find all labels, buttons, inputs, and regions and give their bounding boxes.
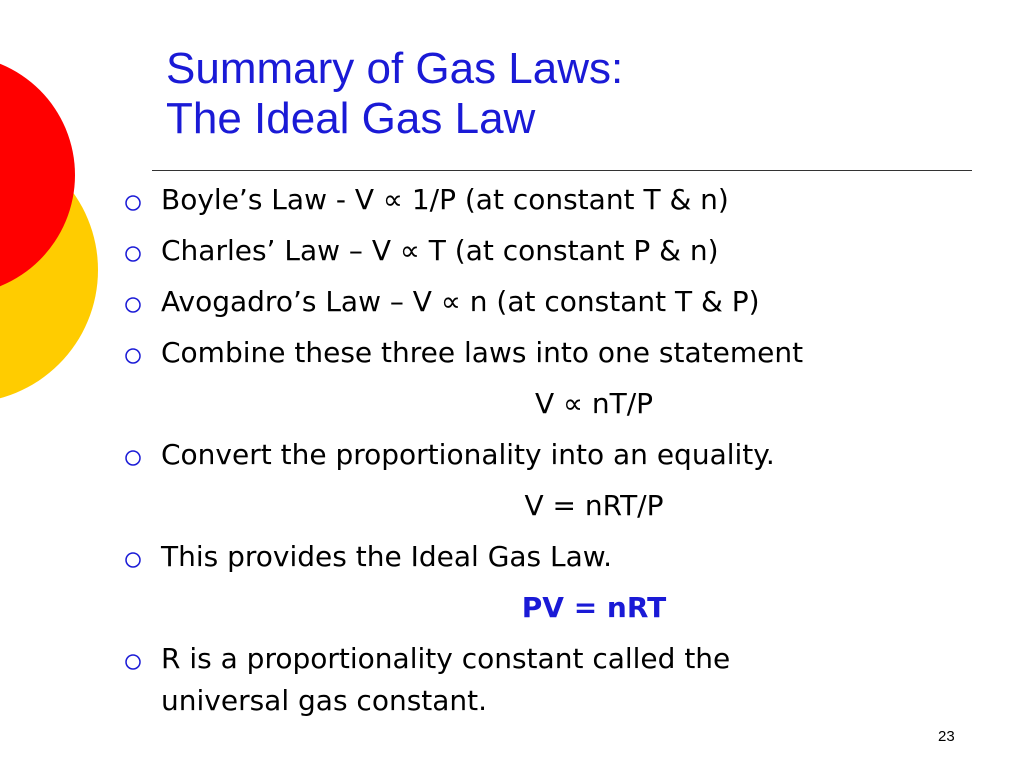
bullet-circle-icon	[124, 653, 142, 671]
bullet-r-constant-line-2: universal gas constant.	[161, 684, 488, 717]
formula-ideal-gas-law: PV = nRT	[521, 591, 667, 624]
formula-equality: V = nRT/P	[524, 489, 664, 522]
bullet-circle-icon	[124, 347, 142, 365]
bullet-circle-icon	[124, 245, 142, 263]
bullet-boyles-law: Boyle’s Law - V ∝ 1/P (at constant T & n)	[161, 183, 729, 216]
title-line-1: Summary of Gas Laws:	[166, 44, 624, 93]
page-number: 23	[938, 728, 955, 745]
bullet-charles-law: Charles’ Law – V ∝ T (at constant P & n)	[161, 234, 719, 267]
bullet-avogadros-law: Avogadro’s Law – V ∝ n (at constant T & P)	[161, 285, 760, 318]
bullet-circle-icon	[124, 449, 142, 467]
bullet-circle-icon	[124, 194, 142, 212]
bullet-r-constant-line-1: R is a proportionality constant called the	[161, 642, 731, 675]
bullet-combine-laws: Combine these three laws into one statement	[161, 336, 804, 369]
bullet-convert-equality: Convert the proportionality into an equality.	[161, 438, 775, 471]
title-line-2: The Ideal Gas Law	[166, 94, 536, 143]
bullet-ideal-gas-law: This provides the Ideal Gas Law.	[161, 540, 613, 573]
formula-proportionality: V ∝ nT/P	[534, 387, 654, 420]
bullet-circle-icon	[124, 551, 142, 569]
bullet-circle-icon	[124, 296, 142, 314]
